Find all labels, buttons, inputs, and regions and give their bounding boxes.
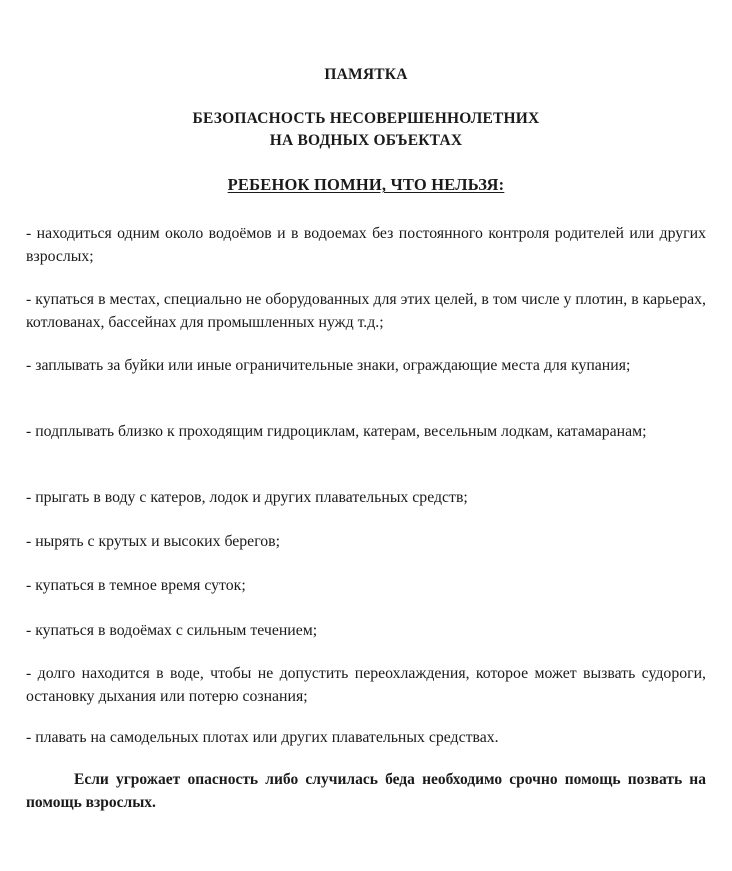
rule-item: - заплывать за буйки или иные ограничительные знаки, ограждающие места для купания; [26,357,631,374]
rule-item: - прыгать в воду с катеров, лодок и других плавательных средств; [26,489,468,506]
rule-item: - находиться одним около водоёмов и в водоемах без постоянного контроля родителей или других взрослых; [26,225,706,265]
rule-item: - купаться в темное время суток; [26,577,246,594]
rule-item: - купаться в водоёмах с сильным течением; [26,622,318,639]
final-note: Если угрожает опасность либо случилась беда необходимо срочно помощь позвать на помощь взрослых. [26,771,706,811]
rule-item: - купаться в местах, специально не оборудованных для этих целей, в том числе у плотин, в карьерах, котлованах, бассейнах для промышленных нужд т.д.; [26,291,706,331]
memo-title: ПАМЯТКА [324,66,408,83]
safety-title-line-2: НА ВОДНЫХ ОБЪЕКТАХ [269,132,463,149]
safety-title-line-1: БЕЗОПАСНОСТЬ НЕСОВЕРШЕННОЛЕТНИХ [192,110,540,127]
rule-item: - нырять с крутых и высоких берегов; [26,533,281,550]
rule-item: - подплывать близко к проходящим гидроциклам, катерам, весельным лодкам, катамаранам; [26,423,647,440]
child-rules-heading: РЕБЕНОК ПОМНИ, ЧТО НЕЛЬЗЯ: [227,175,505,194]
rule-item: - плавать на самодельных плотах или других плавательных средствах. [26,729,499,746]
rule-item: - долго находится в воде, чтобы не допустить переохлаждения, которое может вызвать судороги, остановку дыхания или потерю сознания; [26,665,706,705]
